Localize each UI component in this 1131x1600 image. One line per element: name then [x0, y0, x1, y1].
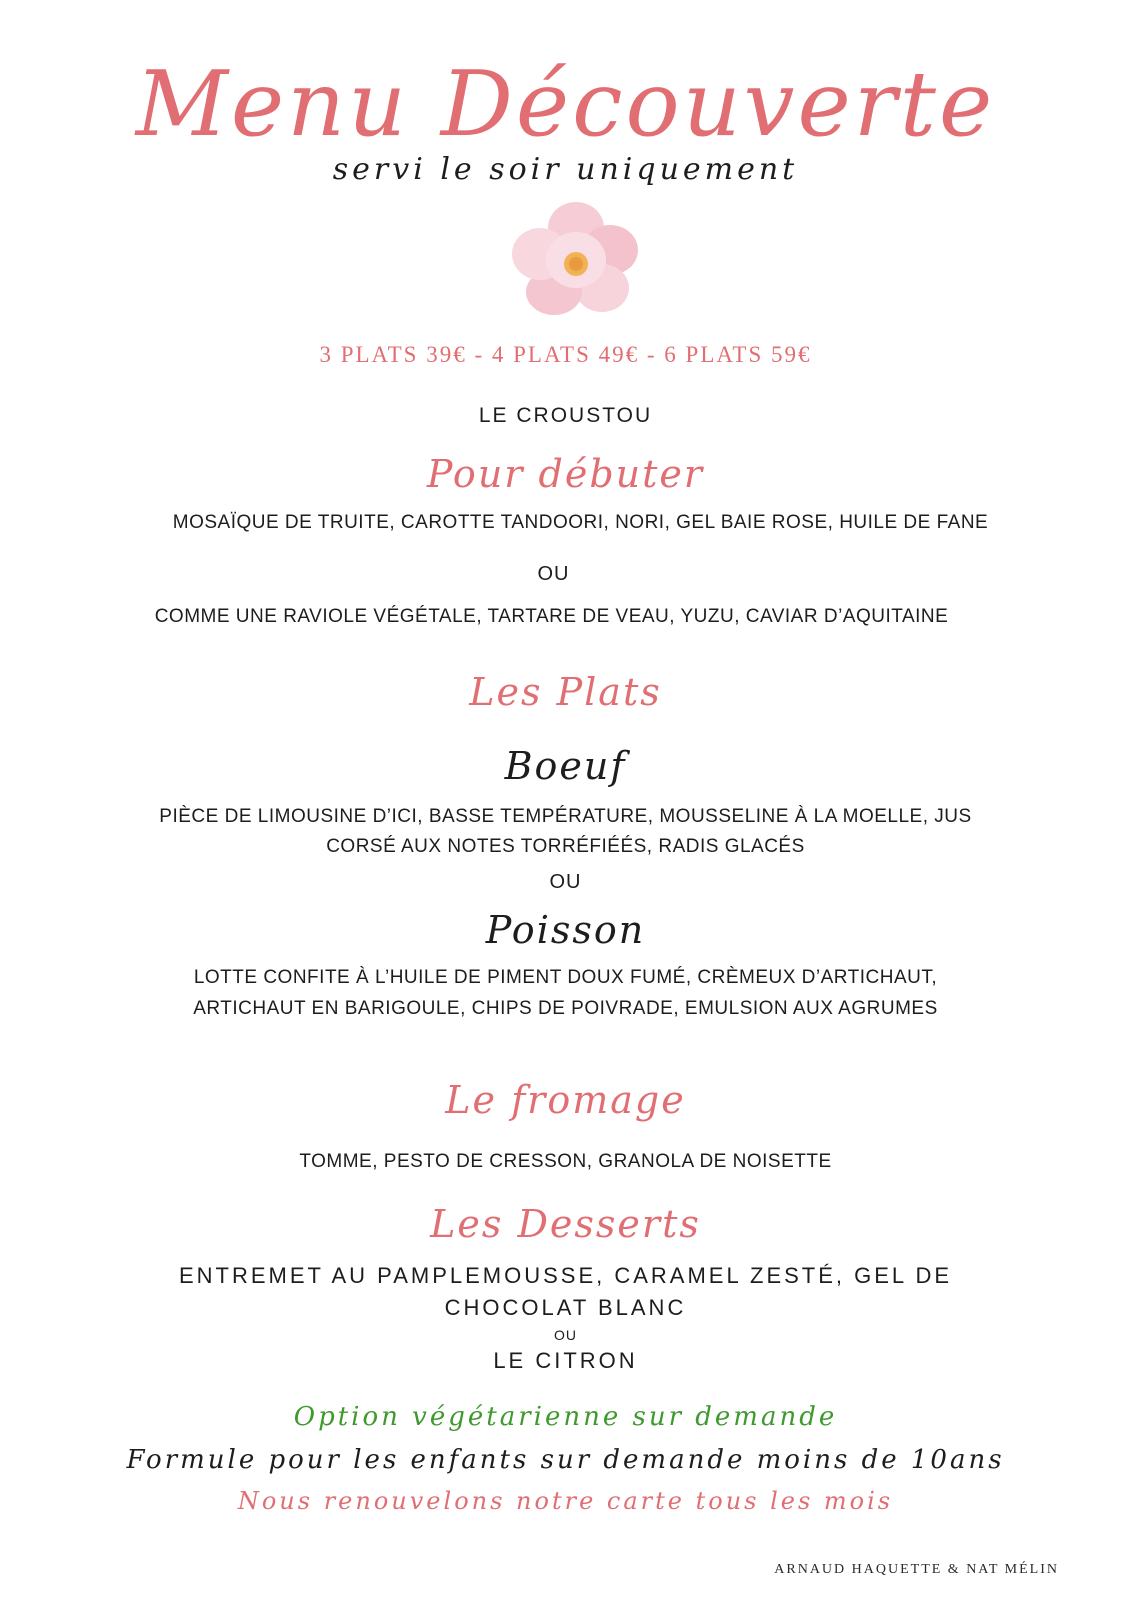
- starter-option-2: COMME UNE RAVIOLE VÉGÉTALE, TARTARE DE VEAU, YUZU, CAVIAR D’AQUITAINE: [154, 606, 949, 627]
- beef-description-line-1: PIÈCE DE LIMOUSINE D’ICI, BASSE TEMPÉRATURE, MOUSSELINE À LA MOELLE, JUS: [159, 806, 972, 827]
- dessert-option-2: LE CITRON: [493, 1348, 638, 1373]
- pink-flower-icon: [510, 200, 642, 318]
- dessert-option-1-line-1: ENTREMET AU PAMPLEMOUSSE, CARAMEL ZESTÉ, GEL DE: [178, 1263, 953, 1288]
- fish-description-line-1: LOTTE CONFITE À L’HUILE DE PIMENT DOUX FUMÉ, CRÈMEUX D’ARTICHAUT,: [193, 967, 938, 988]
- fish-description-line-2: ARTICHAUT EN BARIGOULE, CHIPS DE POIVRADE, EMULSION AUX AGRUMES: [193, 998, 938, 1019]
- menu-title: Menu Découverte: [135, 52, 996, 157]
- beef-description-line-2: CORSÉ AUX NOTES TORRÉFIÉÉS, RADIS GLACÉS: [326, 836, 805, 857]
- section-title-cheese: Le fromage: [445, 1078, 686, 1122]
- menu-subtitle: servi le soir uniquement: [332, 152, 799, 187]
- starter-option-1: MOSAÏQUE DE TRUITE, CAROTTE TANDOORI, NORI, GEL BAIE ROSE, HUILE DE FANE: [172, 512, 989, 533]
- subsection-title-beef: Boeuf: [504, 744, 627, 788]
- section-title-desserts: Les Desserts: [430, 1202, 701, 1246]
- vegetarian-note: Option végétarienne sur demande: [293, 1402, 838, 1432]
- or-separator: OU: [537, 563, 570, 585]
- monthly-note: Nous renouvelons notre carte tous les mois: [237, 1487, 894, 1515]
- price-options: 3 PLATS 39€ - 4 PLATS 49€ - 6 PLATS 59€: [319, 342, 812, 367]
- subsection-title-fish: Poisson: [485, 908, 646, 952]
- or-separator: OU: [554, 1327, 577, 1343]
- section-title-mains: Les Plats: [469, 670, 662, 714]
- chef-signature: ARNAUD HAQUETTE & NAT MÉLIN: [774, 1562, 1059, 1577]
- or-separator: OU: [549, 871, 582, 893]
- croustou-item: LE CROUSTOU: [478, 404, 653, 427]
- children-note: Formule pour les enfants sur demande moins de 10ans: [126, 1445, 1005, 1475]
- section-title-starters: Pour débuter: [426, 452, 705, 496]
- cheese-item: TOMME, PESTO DE CRESSON, GRANOLA DE NOISETTE: [299, 1151, 832, 1172]
- dessert-option-1-line-2: CHOCOLAT BLANC: [444, 1295, 687, 1320]
